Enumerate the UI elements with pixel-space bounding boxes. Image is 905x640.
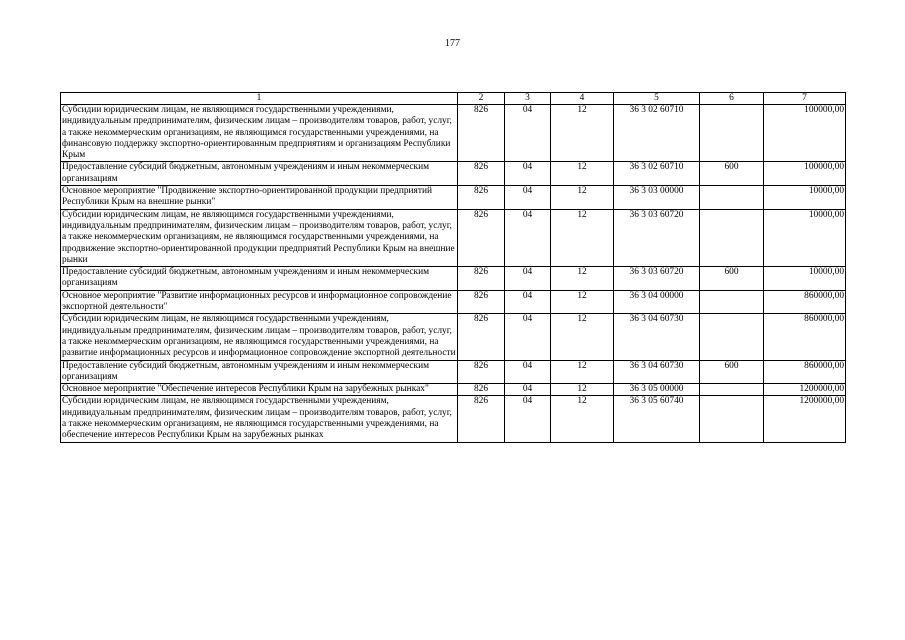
cell-name: Предоставление субсидий бюджетным, автономным учреждениям и иным некоммерческим организациям bbox=[61, 360, 458, 384]
cell-target-article: 36 3 04 60730 bbox=[614, 360, 700, 384]
cell-expense-type bbox=[700, 290, 764, 314]
cell-name: Основное мероприятие "Продвижение экспортно-ориентированной продукции предприятий Республики Крым на внешние рынки" bbox=[61, 186, 458, 210]
cell-expense-type bbox=[700, 105, 764, 162]
cell-admin-code: 826 bbox=[458, 290, 505, 314]
cell-admin-code: 826 bbox=[458, 186, 505, 210]
cell-amount: 860000,00 bbox=[764, 360, 846, 384]
table-row bbox=[61, 314, 846, 360]
cell-admin-code: 826 bbox=[458, 105, 505, 162]
cell-section: 04 bbox=[505, 162, 551, 186]
cell-amount: 860000,00 bbox=[764, 314, 846, 360]
cell-amount: 1200000,00 bbox=[764, 384, 846, 396]
cell-target-article: 36 3 05 00000 bbox=[614, 384, 700, 396]
cell-subsection: 12 bbox=[551, 360, 614, 384]
budget-table bbox=[60, 92, 846, 443]
table-row bbox=[61, 384, 846, 396]
cell-target-article: 36 3 03 60720 bbox=[614, 267, 700, 291]
cell-target-article: 36 3 05 60740 bbox=[614, 396, 700, 442]
cell-name: Субсидии юридическим лицам, не являющимся государственными учреждениями, индивидуальным предпринимателям, физическим лицам – производителям товаров, работ, услуг, а также некоммерческим организациям, не являющимся государственными учреждениями, на продвижение экспортно-ориентированной продукции предприятий Республики Крым на внешние рынки bbox=[61, 209, 458, 266]
page-number: 177 bbox=[445, 38, 460, 49]
cell-subsection: 12 bbox=[551, 396, 614, 442]
cell-section: 04 bbox=[505, 396, 551, 442]
col-header-6: 6 bbox=[700, 93, 764, 105]
cell-section: 04 bbox=[505, 186, 551, 210]
cell-amount: 860000,00 bbox=[764, 290, 846, 314]
col-header-3: 3 bbox=[505, 93, 551, 105]
cell-section: 04 bbox=[505, 384, 551, 396]
cell-target-article: 36 3 02 60710 bbox=[614, 105, 700, 162]
col-header-5: 5 bbox=[614, 93, 700, 105]
cell-amount: 100000,00 bbox=[764, 162, 846, 186]
cell-section: 04 bbox=[505, 360, 551, 384]
cell-subsection: 12 bbox=[551, 162, 614, 186]
cell-expense-type: 600 bbox=[700, 162, 764, 186]
cell-name: Субсидии юридическим лицам, не являющимся государственными учреждениям, индивидуальным предпринимателям, физическим лицам – производителям товаров, работ, услуг, а также некоммерческим организациям, не являющимся государственными учреждениями, на обеспечение интересов Республики Крым на зарубежных рынках bbox=[61, 396, 458, 442]
cell-expense-type bbox=[700, 396, 764, 442]
cell-name: Субсидии юридическим лицам, не являющимся государственными учреждениями, индивидуальным предпринимателям, физическим лицам – производителям товаров, работ, услуг, а также некоммерческим организациям, не являющимся государственными учреждениями, на финансовую поддержку экспортно-ориентированным предприятиям и организациям Республики Крым bbox=[61, 105, 458, 162]
cell-subsection: 12 bbox=[551, 186, 614, 210]
cell-amount: 10000,00 bbox=[764, 186, 846, 210]
cell-section: 04 bbox=[505, 290, 551, 314]
cell-subsection: 12 bbox=[551, 105, 614, 162]
table-row bbox=[61, 360, 846, 384]
cell-amount: 10000,00 bbox=[764, 267, 846, 291]
cell-expense-type: 600 bbox=[700, 267, 764, 291]
cell-subsection: 12 bbox=[551, 314, 614, 360]
cell-expense-type bbox=[700, 314, 764, 360]
cell-name: Предоставление субсидий бюджетным, автономным учреждениям и иным некоммерческим организациям bbox=[61, 162, 458, 186]
table-row bbox=[61, 267, 846, 291]
cell-target-article: 36 3 03 60720 bbox=[614, 209, 700, 266]
cell-expense-type bbox=[700, 209, 764, 266]
table-body bbox=[61, 105, 846, 443]
cell-section: 04 bbox=[505, 105, 551, 162]
cell-admin-code: 826 bbox=[458, 314, 505, 360]
table-row bbox=[61, 162, 846, 186]
cell-admin-code: 826 bbox=[458, 162, 505, 186]
cell-target-article: 36 3 04 60730 bbox=[614, 314, 700, 360]
table-row bbox=[61, 186, 846, 210]
cell-amount: 10000,00 bbox=[764, 209, 846, 266]
cell-name: Основное мероприятие "Обеспечение интересов Республики Крым на зарубежных рынках" bbox=[61, 384, 458, 396]
table-row bbox=[61, 290, 846, 314]
cell-admin-code: 826 bbox=[458, 396, 505, 442]
cell-section: 04 bbox=[505, 209, 551, 266]
table-row bbox=[61, 209, 846, 266]
cell-expense-type bbox=[700, 186, 764, 210]
cell-expense-type: 600 bbox=[700, 360, 764, 384]
cell-name: Субсидии юридическим лицам, не являющимся государственными учреждениям, индивидуальным предпринимателям, физическим лицам – производителям товаров, работ, услуг, а также некоммерческим организациям, не являющимся государственными учреждениями, на развитие информационных ресурсов и информационное сопровождение экспортной деятельности bbox=[62, 314, 456, 359]
col-header-4: 4 bbox=[551, 93, 614, 105]
cell-target-article: 36 3 04 00000 bbox=[614, 290, 700, 314]
cell-section: 04 bbox=[505, 267, 551, 291]
cell-target-article: 36 3 03 00000 bbox=[614, 186, 700, 210]
cell-target-article: 36 3 02 60710 bbox=[614, 162, 700, 186]
cell-subsection: 12 bbox=[551, 384, 614, 396]
cell-amount: 1200000,00 bbox=[764, 396, 846, 442]
col-header-7: 7 bbox=[764, 93, 846, 105]
cell-admin-code: 826 bbox=[458, 267, 505, 291]
cell-admin-code: 826 bbox=[458, 384, 505, 396]
table-row bbox=[61, 396, 846, 442]
cell-name: Предоставление субсидий бюджетным, автономным учреждениям и иным некоммерческим организациям bbox=[61, 267, 458, 291]
cell-name: Основное мероприятие "Развитие информационных ресурсов и информационное сопровождение экспортной деятельности" bbox=[61, 290, 458, 314]
cell-admin-code: 826 bbox=[458, 209, 505, 266]
cell-subsection: 12 bbox=[551, 209, 614, 266]
cell-amount: 100000,00 bbox=[764, 105, 846, 162]
cell-subsection: 12 bbox=[551, 290, 614, 314]
cell-expense-type bbox=[700, 384, 764, 396]
header-row bbox=[61, 93, 846, 105]
cell-admin-code: 826 bbox=[458, 360, 505, 384]
col-header-2: 2 bbox=[458, 93, 505, 105]
table-row bbox=[61, 105, 846, 162]
cell-subsection: 12 bbox=[551, 267, 614, 291]
col-header-1: 1 bbox=[61, 93, 458, 105]
cell-section: 04 bbox=[505, 314, 551, 360]
